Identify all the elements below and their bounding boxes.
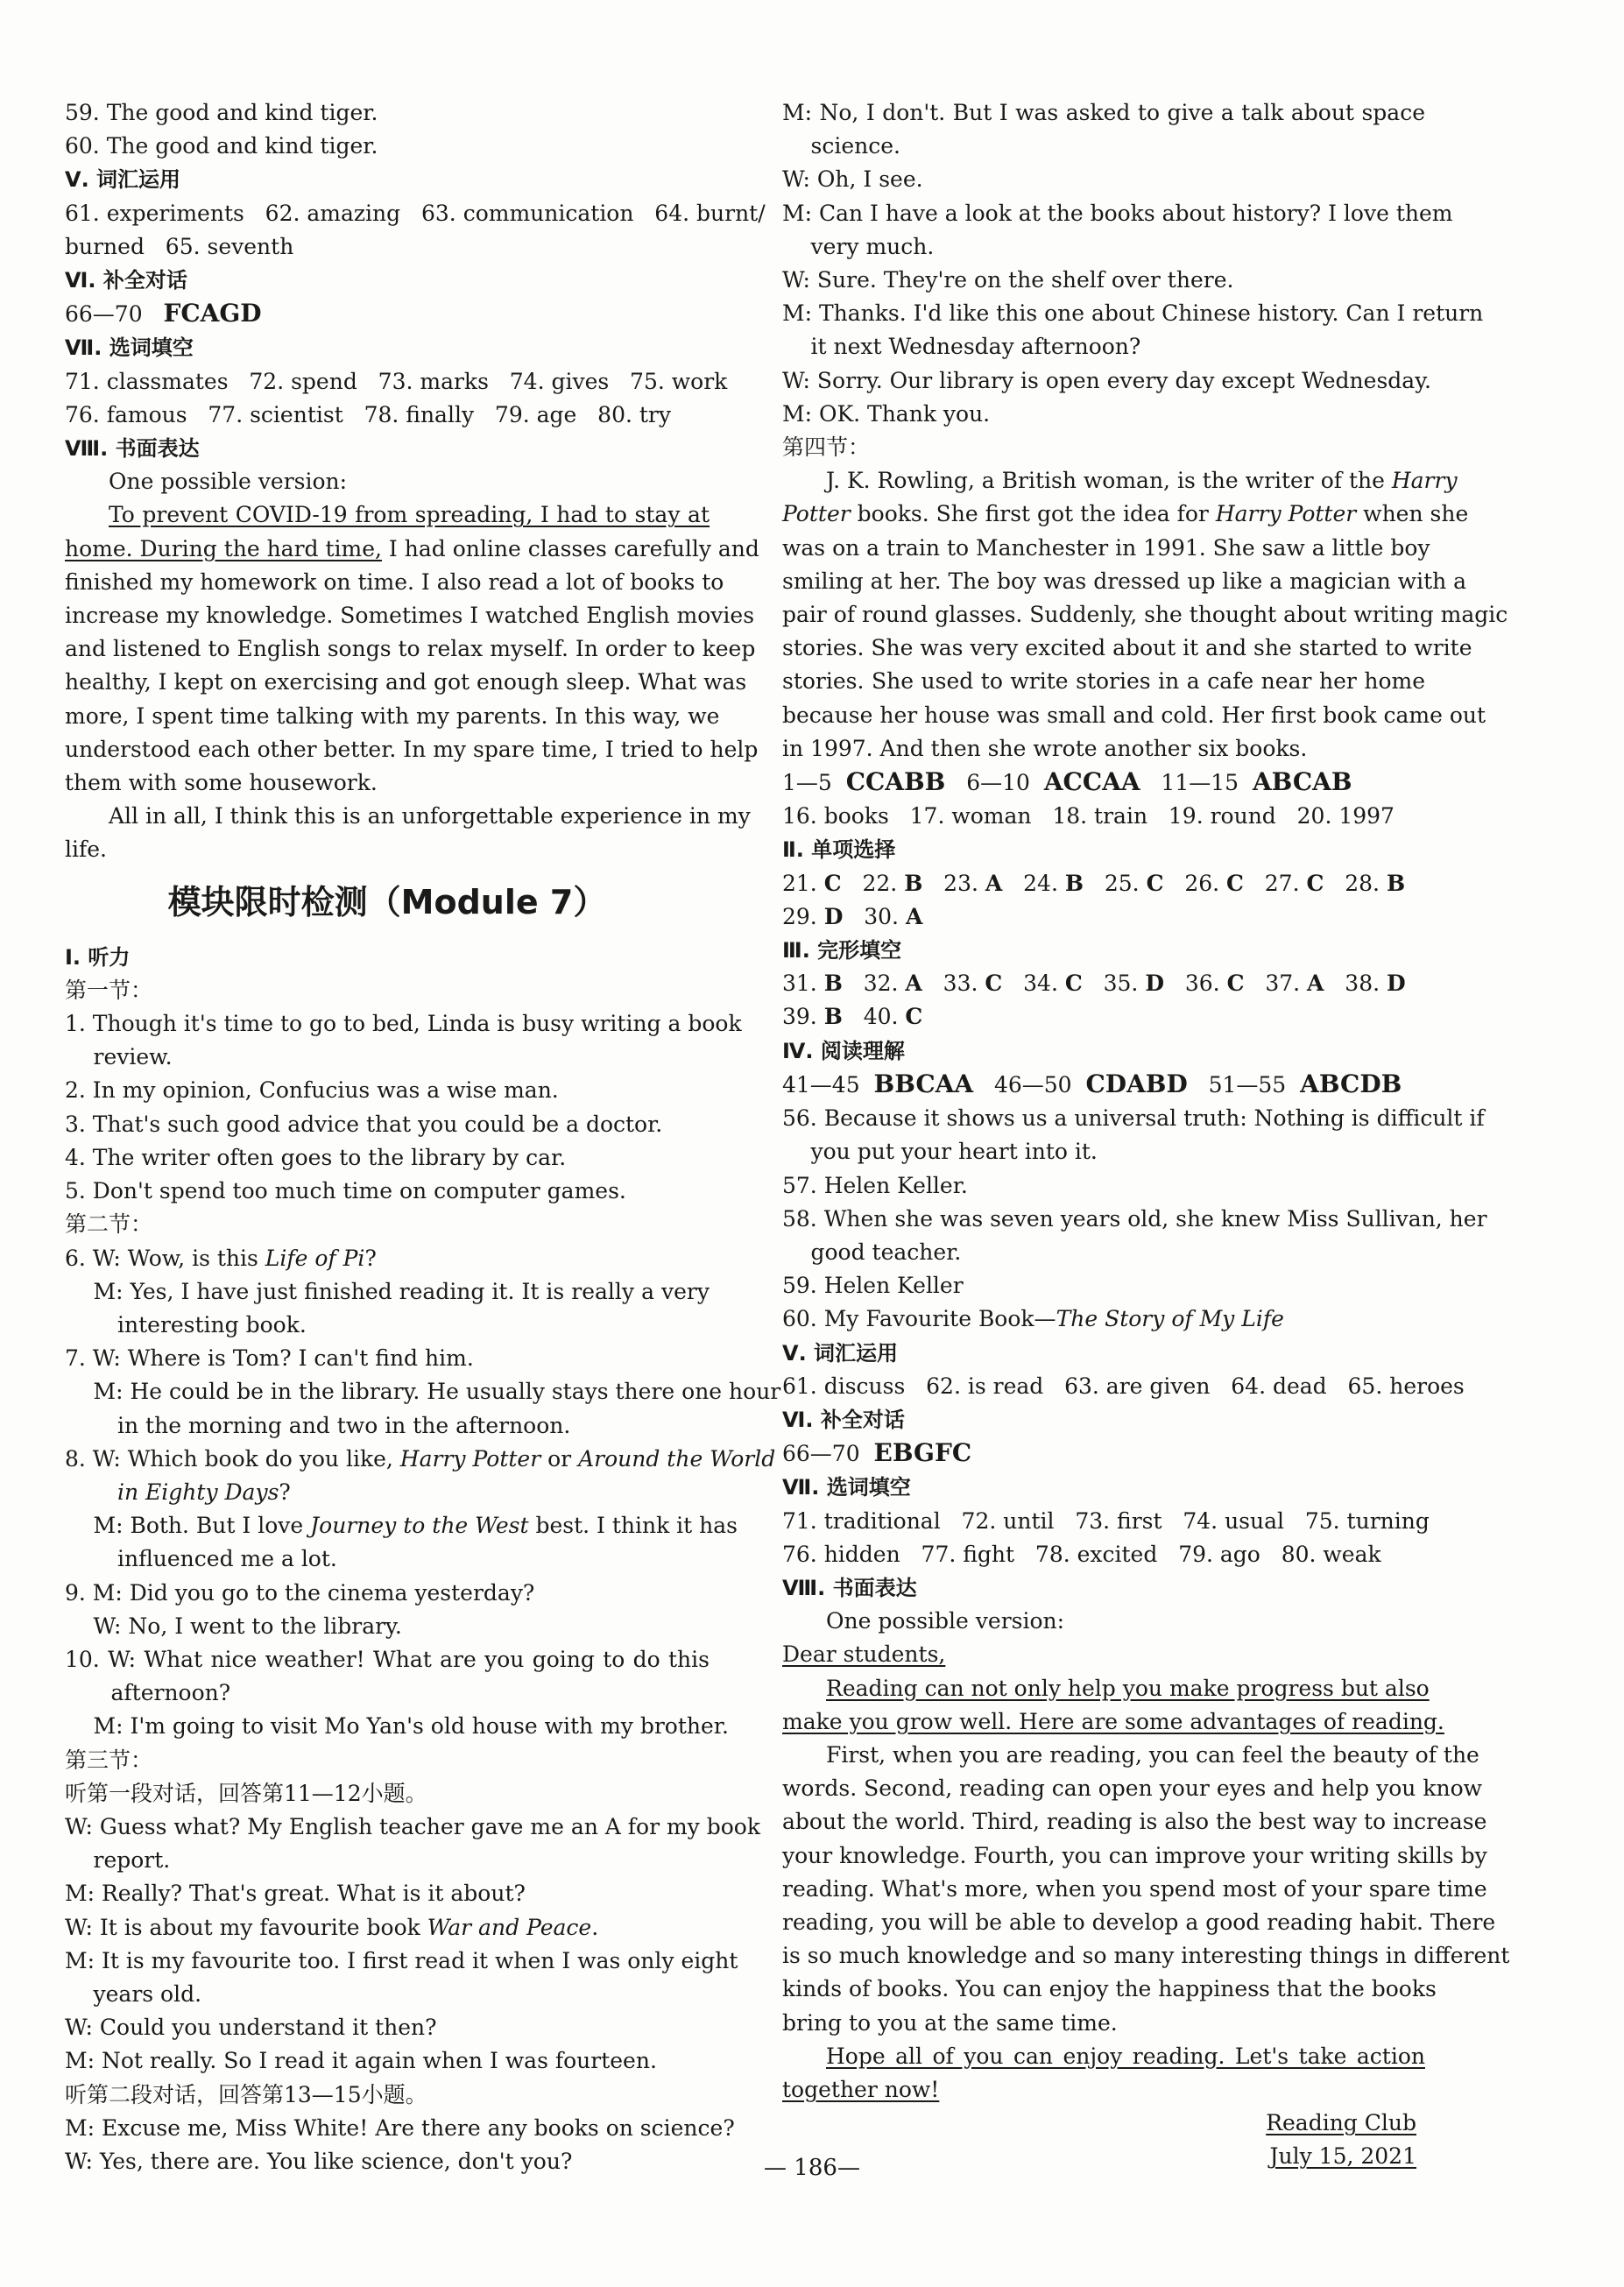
section-heading: Ⅵ. 补全对话 — [782, 1407, 905, 1432]
part-heading: 第三节： — [65, 1747, 153, 1773]
dialogue-text: ? — [279, 1479, 291, 1505]
instruction: 听第一段对话，回答第11—12小题。 — [65, 1780, 427, 1806]
book-title: in Eighty Days — [117, 1479, 279, 1505]
answer-line — [782, 867, 1425, 900]
q-ans: D — [1387, 971, 1406, 997]
essay-line — [782, 2073, 1425, 2107]
essay-line: To prevent COVID-19 from spreading, I had to stay at — [109, 502, 710, 528]
q-num: 28. — [1345, 870, 1387, 896]
passage-line — [782, 464, 1458, 498]
essay-intro: One possible version: — [826, 1608, 1065, 1634]
answer-range: 46—50 — [993, 1071, 1072, 1098]
section-heading: Ⅷ. 书面表达 — [782, 1575, 917, 1600]
answer-line — [782, 766, 1425, 800]
book-title: Journey to the West — [310, 1513, 529, 1539]
book-title: Life of Pi — [265, 1245, 365, 1271]
dialogue-line: W: Guess what? My English teacher gave me an A for my book — [65, 1813, 761, 1839]
signature-name: Reading Club — [1266, 2110, 1416, 2136]
book-title: Harry Potter — [399, 1445, 541, 1472]
signature — [782, 2107, 1425, 2140]
dialogue-text: 8. W: Which book do you like, — [65, 1445, 400, 1472]
essay-line — [782, 1705, 1444, 1739]
dialogue-line: M: It is my favourite too. I first read it when I was only eight — [65, 1947, 738, 1973]
dialogue-line: years old. — [93, 1980, 202, 2007]
q-ans: C — [1146, 870, 1164, 896]
listening-item: 1. Though it's time to go to bed, Linda is busy writing a book — [65, 1011, 742, 1037]
q-num: 35. — [1103, 971, 1146, 997]
passage-text: when she — [1356, 501, 1469, 527]
q-ans: D — [823, 903, 844, 929]
essay-line: words. Second, reading can open your eyes and help you know — [782, 1775, 1483, 1802]
q-ans: C — [1306, 870, 1324, 896]
dialogue-line: M: OK. Thank you. — [782, 400, 991, 427]
answer-line: 57. Helen Keller. — [782, 1172, 968, 1198]
q-ans: C — [985, 971, 1003, 997]
module-title: 模块限时检测（Module 7） — [167, 882, 607, 921]
passage-line: stories. She used to write stories in a cafe near her home — [782, 668, 1425, 695]
answer-line: 76. famous 77. scientist 78. finally 79. age 80. try — [65, 401, 671, 427]
q-ans: B — [823, 971, 843, 997]
instruction: 听第二段对话，回答第13—15小题。 — [65, 2081, 427, 2107]
q-num: 30. — [864, 903, 906, 929]
dialogue-line: M: Not really. So I read it again when I was fourteen. — [65, 2048, 657, 2074]
essay-line: increase my knowledge. Sometimes I watched English movies — [65, 603, 755, 629]
dialogue-text: ? — [364, 1245, 377, 1271]
dialogue-line — [65, 1242, 710, 1275]
section-heading: Ⅶ. 选词填空 — [782, 1475, 911, 1500]
dialogue-line: report. — [93, 1847, 171, 1874]
answer-letters: FCAGD — [163, 299, 262, 328]
answer-line: 58. When she was seven years old, she knew Miss Sullivan, her — [782, 1205, 1487, 1232]
dialogue-text: W: It is about my favourite book — [65, 1914, 427, 1940]
q-num: 24. — [1023, 870, 1065, 896]
answer-line: 76. hidden 77. fight 78. excited 79. ago 80. weak — [782, 1541, 1381, 1567]
listening-item: 5. Don't spend too much time on computer games. — [65, 1178, 626, 1204]
answer-line — [65, 297, 710, 331]
dialogue-line: 7. W: Where is Tom? I can't find him. — [65, 1345, 474, 1372]
answer-letters: ABCAB — [1252, 767, 1352, 797]
underlined-text: make you grow well. Here are some advantages of reading. — [782, 1708, 1444, 1734]
q-ans: C — [905, 1004, 923, 1030]
passage-line: smiling at her. The boy was dressed up like a magician with a — [782, 568, 1467, 594]
listening-item: review. — [93, 1044, 173, 1070]
answer-range: 66—70 — [65, 301, 143, 328]
q-ans: C — [1064, 971, 1083, 997]
essay-line: more, I spent time talking with my parents. In this way, we — [65, 702, 720, 729]
q-ans: B — [823, 1004, 843, 1030]
answer-letters: ACCAA — [1043, 767, 1140, 797]
essay-text: I had online classes carefully and — [381, 535, 759, 561]
essay-line: Reading can not only help you make progress but also — [826, 1675, 1430, 1701]
q-num: 25. — [1104, 870, 1147, 896]
answer-letters: ABCDB — [1300, 1069, 1402, 1098]
q-ans: A — [905, 903, 923, 929]
dialogue-line: W: Yes, there are. You like science, don't you? — [65, 2148, 573, 2174]
dialogue-line: M: Thanks. I'd like this one about Chinese history. Can I return — [782, 300, 1484, 327]
answer-line — [782, 1068, 1425, 1102]
essay-line: finished my homework on time. I also read a lot of books to — [65, 568, 724, 595]
underlined-text: Dear students, — [782, 1641, 946, 1668]
dialogue-line: W: Could you understand it then? — [65, 2015, 437, 2041]
answer-line — [782, 1000, 1425, 1034]
listening-item: 3. That's such good advice that you could be a doctor. — [65, 1111, 663, 1137]
section-heading: Ⅷ. 书面表达 — [65, 436, 200, 462]
dialogue-line: afternoon? — [110, 1680, 231, 1706]
q-ans: C — [1226, 870, 1244, 896]
q-ans: C — [823, 870, 842, 896]
dialogue-line: interesting book. — [117, 1311, 307, 1338]
book-title: Around the World — [578, 1445, 776, 1472]
essay-line: All in all, I think this is an unforgettable experience in my — [109, 803, 751, 829]
q-ans: A — [905, 971, 922, 997]
dialogue-line: W: Oh, I see. — [782, 166, 923, 193]
answer-line: 61. discuss 62. is read 63. are given 64. dead 65. heroes — [782, 1373, 1465, 1399]
book-title: The Story of My Life — [1056, 1306, 1284, 1332]
essay-line: bring to you at the same time. — [782, 2009, 1118, 2036]
q-num: 23. — [943, 870, 985, 896]
answer-range: 11—15 — [1161, 770, 1239, 796]
essay-line: healthy, I kept on exercising and got enough sleep. What was — [65, 669, 747, 695]
q-num: 39. — [782, 1004, 824, 1030]
salutation — [782, 1638, 1425, 1671]
dialogue-line: M: No, I don't. But I was asked to give a talk about space — [782, 100, 1425, 125]
answer-line — [782, 967, 1425, 1000]
answer-line: 60. The good and kind tiger. — [65, 133, 378, 159]
answer-letters: CCABB — [845, 767, 946, 797]
answer-line: good teacher. — [810, 1239, 962, 1265]
essay-line: reading. What's more, when you spend most of your spare time — [782, 1875, 1487, 1902]
essay-line: First, when you are reading, you can feel the beauty of the — [826, 1741, 1479, 1768]
section-heading: Ⅵ. 补全对话 — [65, 268, 187, 293]
section-heading: Ⅴ. 词汇运用 — [65, 167, 181, 193]
passage-line: was on a train to Manchester in 1991. She saw a little boy — [782, 534, 1430, 561]
answer-line: 56. Because it shows us a universal truth: Nothing is difficult if — [782, 1105, 1485, 1132]
underlined-text: home. During the hard time, — [65, 535, 382, 561]
q-num: 38. — [1345, 971, 1387, 997]
listening-item: 4. The writer often goes to the library by car. — [65, 1144, 567, 1170]
underlined-text: together now! — [782, 2076, 940, 2102]
dialogue-line — [65, 1443, 776, 1476]
answer-letters: EBGFC — [873, 1438, 972, 1468]
answer-range: 6—10 — [966, 770, 1030, 796]
q-ans: D — [1145, 971, 1165, 997]
section-heading: Ⅲ. 完形填空 — [782, 938, 902, 964]
essay-line: Hope all of you can enjoy reading. Let's take action — [826, 2043, 1425, 2069]
q-ans: A — [985, 870, 1003, 896]
page-number: — 186— — [764, 2155, 860, 2181]
answer-line — [782, 1302, 1425, 1336]
q-num: 27. — [1264, 870, 1307, 896]
answer-letters: CDABD — [1085, 1069, 1188, 1098]
answer-range: 1—5 — [782, 770, 832, 796]
dialogue-line: very much. — [810, 233, 935, 259]
part-heading: 第四节： — [782, 434, 871, 461]
essay-line: your knowledge. Fourth, you can improve your writing skills by — [782, 1842, 1487, 1868]
answer-line: 16. books 17. woman 18. train 19. round 20. 1997 — [782, 803, 1395, 829]
dialogue-line — [65, 1509, 738, 1542]
q-ans: B — [1064, 870, 1084, 896]
dialogue-text: best. I think it has — [528, 1513, 738, 1539]
essay-intro: One possible version: — [109, 469, 348, 495]
dialogue-line — [65, 1911, 710, 1945]
right-column — [782, 96, 1510, 2174]
dialogue-text: 6. W: Wow, is this — [65, 1245, 265, 1271]
essay-line: reading, you will be able to develop a good reading habit. There — [782, 1909, 1496, 1935]
answer-text: 60. My Favourite Book— — [782, 1306, 1056, 1332]
passage-line: because her house was small and cold. Her first book came out — [782, 702, 1486, 728]
dialogue-line: W: Sure. They're on the shelf over there. — [782, 267, 1234, 293]
q-ans: C — [1226, 971, 1245, 997]
answer-line: 71. classmates 72. spend 73. marks 74. gives 75. work — [65, 368, 728, 394]
q-ans: B — [1386, 870, 1406, 896]
answer-range: 66—70 — [782, 1441, 860, 1467]
essay-line — [65, 533, 759, 566]
dialogue-line: M: Yes, I have just finished reading it. It is really a very — [93, 1278, 710, 1304]
q-num: 31. — [782, 971, 824, 997]
passage-text: books. She first got the idea for — [850, 501, 1216, 527]
part-heading: 第二节： — [65, 1211, 153, 1238]
dialogue-line: M: Excuse me, Miss White! Are there any books on science? — [65, 2114, 735, 2141]
answer-line: 61. experiments 62. amazing 63. communication 64. burnt/ — [65, 200, 766, 226]
q-num: 32. — [863, 971, 906, 997]
dialogue-text: or — [540, 1445, 579, 1472]
section-heading: Ⅶ. 选词填空 — [65, 335, 194, 361]
book-title: War and Peace — [427, 1914, 592, 1940]
dialogue-line: it next Wednesday afternoon? — [810, 334, 1141, 360]
answer-line — [782, 900, 1425, 934]
dialogue-line: influenced me a lot. — [117, 1546, 337, 1572]
answer-range: 51—55 — [1208, 1071, 1287, 1098]
q-num: 29. — [782, 903, 824, 929]
book-title: Harry Potter — [1215, 501, 1357, 527]
passage-line — [782, 498, 1469, 531]
answer-line: burned 65. seventh — [65, 233, 294, 259]
section-heading: Ⅰ. 听力 — [65, 944, 131, 970]
essay-line: understood each other better. In my spare time, I tried to help — [65, 736, 759, 762]
passage-line: pair of round glasses. Suddenly, she thought about writing magic — [782, 602, 1508, 628]
answer-line: 59. The good and kind tiger. — [65, 100, 378, 125]
date-text: July 15, 2021 — [1269, 2143, 1416, 2170]
q-num: 22. — [862, 870, 905, 896]
essay-line: about the world. Third, reading is also the best way to increase — [782, 1809, 1487, 1835]
dialogue-line: M: He could be in the library. He usually stays there one hour — [93, 1379, 781, 1405]
section-heading: Ⅱ. 单项选择 — [782, 837, 896, 863]
q-num: 21. — [782, 870, 824, 896]
dialogue-text: M: Both. But I love — [93, 1513, 311, 1539]
section-heading: Ⅳ. 阅读理解 — [782, 1038, 905, 1063]
book-title: Potter — [782, 501, 851, 527]
dialogue-line: M: Really? That's great. What is it about? — [65, 1881, 526, 1907]
essay-line: kinds of books. You can enjoy the happiness that the books — [782, 1976, 1437, 2002]
part-heading: 第一节： — [65, 977, 153, 1003]
book-title: Harry — [1391, 468, 1458, 494]
answer-line: 59. Helen Keller — [782, 1273, 964, 1299]
answer-line: 71. traditional 72. until 73. first 74. usual 75. turning — [782, 1507, 1430, 1534]
answer-line: you put your heart into it. — [810, 1139, 1098, 1165]
essay-line: and listened to English songs to relax myself. In order to keep — [65, 636, 756, 662]
passage-line: stories. She was very excited about it and she started to write — [782, 635, 1472, 661]
dialogue-line: in the morning and two in the afternoon. — [117, 1412, 571, 1438]
answer-letters: BBCAA — [873, 1069, 974, 1098]
dialogue-line: M: Can I have a look at the books about history? I love them — [782, 200, 1453, 226]
q-num: 26. — [1184, 870, 1227, 896]
q-ans: B — [904, 870, 923, 896]
q-num: 37. — [1265, 971, 1308, 997]
dialogue-line: 10. W: What nice weather! What are you going to do this — [65, 1646, 710, 1672]
q-num: 40. — [863, 1004, 906, 1030]
section-heading: Ⅴ. 词汇运用 — [782, 1340, 899, 1366]
listening-item: 2. In my opinion, Confucius was a wise man. — [65, 1077, 559, 1104]
passage-line: in 1997. And then she wrote another six books. — [782, 735, 1308, 761]
left-column — [65, 96, 781, 2178]
dialogue-line: science. — [810, 133, 900, 159]
dialogue-line: M: I'm going to visit Mo Yan's old house with my brother. — [93, 1713, 729, 1740]
essay-line: is so much knowledge and so many interesting things in different — [782, 1943, 1510, 1969]
q-num: 34. — [1023, 971, 1065, 997]
answer-range: 41—45 — [782, 1071, 860, 1098]
q-ans: A — [1307, 971, 1324, 997]
essay-line: life. — [65, 836, 107, 863]
q-num: 36. — [1184, 971, 1227, 997]
essay-line: them with some housework. — [65, 770, 378, 796]
passage-text: J. K. Rowling, a British woman, is the writer of the — [826, 468, 1392, 494]
dialogue-line: W: Sorry. Our library is open every day except Wednesday. — [782, 367, 1431, 393]
dialogue-line: W: No, I went to the library. — [93, 1613, 402, 1639]
dialogue-line: 9. M: Did you go to the cinema yesterday? — [65, 1579, 535, 1606]
dialogue-line — [65, 1476, 710, 1509]
answer-line — [782, 1436, 1425, 1471]
q-num: 33. — [943, 971, 985, 997]
dialogue-text: . — [591, 1914, 599, 1940]
